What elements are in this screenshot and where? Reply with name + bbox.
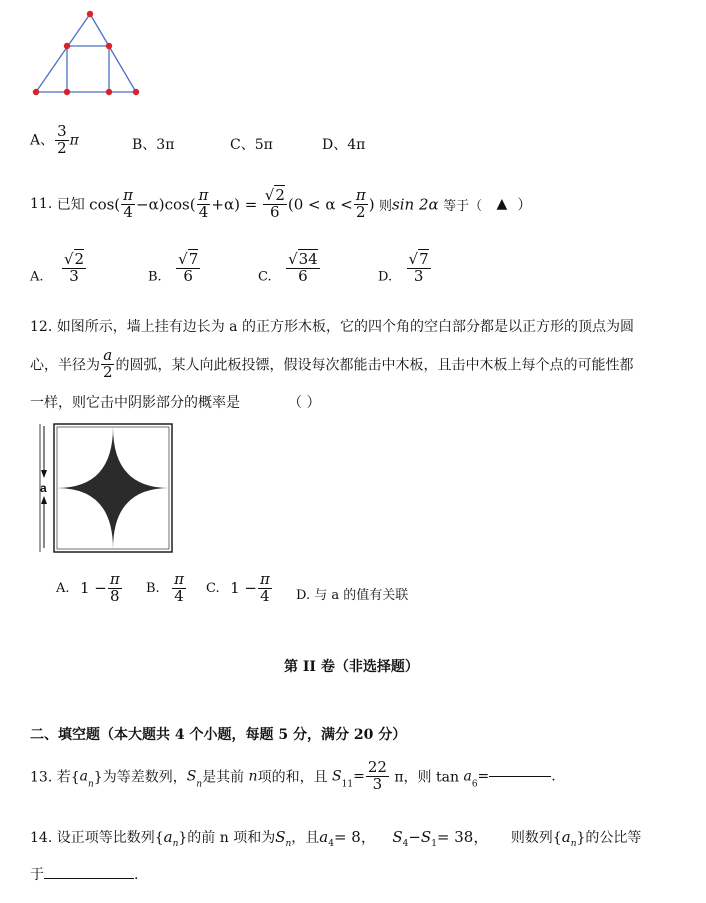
section-heading: 二、填空题（本大题共 4 个小题，每题 5 分，满分 20 分）	[30, 727, 407, 743]
q10-option-a: A、 $\frac{3}{2}$ π	[30, 122, 79, 157]
q12-figure	[30, 420, 176, 556]
q12-option-c: C. 1 − $\frac{\pi}{4}$	[206, 570, 270, 605]
q12-option-d: D. 与 a 的值有关联	[296, 588, 409, 603]
q10-option-b: B、3π	[132, 137, 175, 153]
q14-answer-blank[interactable]	[44, 878, 134, 879]
q12-option-b: B. $\frac{\pi}{4}$	[146, 570, 184, 605]
q14-line-2: 于 .	[30, 867, 139, 883]
q11-stem: 11. 已知 cos( $\frac{\pi}{4}$ −α)cos( $\frac{\pi}{4}$ +α) = $\frac{√2}{6}$ (0 < α < $\frac{\pi}{2}$ ) 则sin 2α 等于（ ▲ ）	[30, 186, 532, 221]
q11-option-c: C. $\frac{√34}{6}$	[258, 250, 318, 285]
q12-line-1: 12. 如图所示，墙上挂有边长为 a 的正方形木板，它的四个角的空白部分都是以正方形的顶点为圆	[30, 319, 634, 335]
q13-stem: 13. 若$\{a_n\}$为等差数列，$S_n$是其前 n项的和，且 $S_{11}=$ $\frac{22}{3}$ π，则 $\tan a_6=$ .	[30, 758, 556, 793]
q11-option-a: A. $\frac{√2}{3}$	[30, 250, 85, 285]
q10-option-d: D、4π	[322, 137, 366, 153]
q10-figure	[28, 8, 144, 100]
q12-option-a: A. 1 − $\frac{\pi}{8}$	[56, 570, 120, 605]
q13-answer-blank[interactable]	[489, 776, 551, 777]
q12-figure-label: a	[40, 481, 47, 495]
q10-option-c: C、5π	[230, 137, 273, 153]
q12-line-3: 一样，则它击中阴影部分的概率是 （ ）	[30, 395, 321, 411]
q11-option-d: D. $\frac{√7}{3}$	[378, 250, 429, 285]
q11-option-b: B. $\frac{√7}{6}$	[148, 250, 199, 285]
section-title: 第 II 卷（非选择题）	[284, 659, 419, 675]
q12-line-2: 心，半径为 $\frac{a}{2}$ 的圆弧，某人向此板投镖，假设每次都能击中木板，且击中木板上每个点的可能性都	[30, 346, 634, 381]
q14-stem: 14. 设正项等比数列$\{a_n\}$的前 n 项和为$S_n$，且$a_4= 8$， $S_4-S_1= 38$， 则数列$\{a_n\}$的公比等	[30, 828, 642, 849]
